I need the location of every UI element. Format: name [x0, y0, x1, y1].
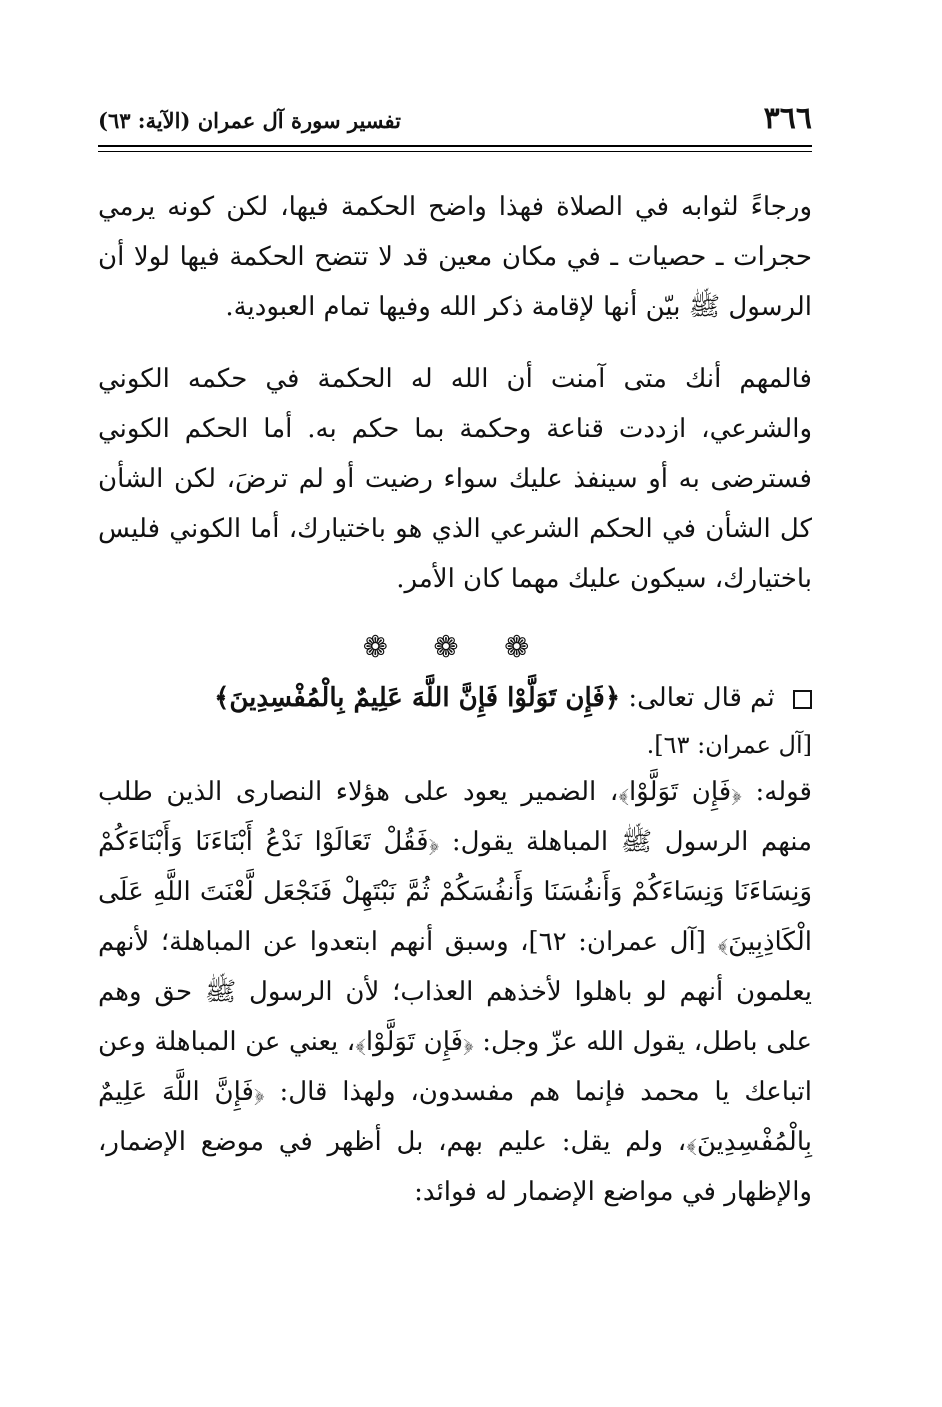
- page-number: ٣٦٦: [763, 101, 812, 136]
- verse-intro: ثم قال تعالى:: [628, 683, 775, 713]
- paragraph-2: فالمهم أنك متى آمنت أن الله له الحكمة في حكمه الكوني والشرعي، ازددت قناعة وحكمة بما حكم به. أما الحكم الكوني فسترضى به أو سينفذ عليك سواء رضيت أو لم ترضَ، لكن الشأن كل الشأن في الحكم الشرعي الذي هو باختيارك، أما الكوني فليس باختيارك، سيكون عليك مهما كان الأمر.: [98, 364, 812, 594]
- header-rule-thin: [98, 151, 812, 152]
- page-header: [98, 102, 812, 136]
- page-body: [98, 182, 812, 1217]
- section-divider-ornament: ❁ ❁ ❁: [362, 630, 548, 665]
- header-rule-thick: [98, 145, 812, 147]
- square-bullet-icon: [793, 690, 812, 709]
- paragraph-1: ورجاءً لثوابه في الصلاة فهذا واضح الحكمة فيها، لكن كونه يرمي حجرات ـ حصيات ـ في مكان معين قد لا تتضح الحكمة فيها لولا أن الرسول ﷺ بيّن أنها لإقامة ذكر الله وفيها تمام العبودية.: [98, 192, 812, 322]
- verse-reference: [آل عمران: ٦٣].: [646, 731, 812, 759]
- verse-text: ﴿فَإِن تَوَلَّوْا فَإِنَّ اللَّهَ عَلِيمٌ بِالْمُفْسِدِينَ﴾: [214, 683, 621, 713]
- running-title: تفسير سورة آل عمران (الآية: ٦٣): [98, 108, 401, 133]
- verse-block: [98, 673, 812, 767]
- commentary-paragraph: قوله: ﴿فَإِن تَوَلَّوْا﴾، الضمير يعود على هؤلاء النصارى الذين طلب منهم الرسول ﷺ المباهلة يقول: ﴿فَقُلْ تَعَالَوْا نَدْعُ أَبْنَاءَنَا وَأَبْنَاءَكُمْ وَنِسَاءَنَا وَنِسَاءَكُمْ وَأَنفُسَنَا وَأَنفُسَكُمْ ثُمَّ نَبْتَهِلْ فَنَجْعَل لَّعْنَتَ اللَّهِ عَلَى الْكَاذِبِينَ﴾ [آل عمران: ٦٢]، وسبق أنهم ابتعدوا عن المباهلة؛ لأنهم يعلمون أنهم لو باهلوا لأخذهم العذاب؛ لأن الرسول ﷺ حق وهم على باطل، يقول الله عزّ وجل: ﴿فَإِن تَوَلَّوْا﴾، يعني عن المباهلة وعن اتباعك يا محمد فإنما هم مفسدون، ولهذا قال: ﴿فَإِنَّ اللَّهَ عَلِيمٌ بِالْمُفْسِدِينَ﴾، ولم يقل: عليم بهم، بل أظهر في موضع الإضمار، والإظهار في مواضع الإضمار له فوائد:: [98, 777, 812, 1207]
